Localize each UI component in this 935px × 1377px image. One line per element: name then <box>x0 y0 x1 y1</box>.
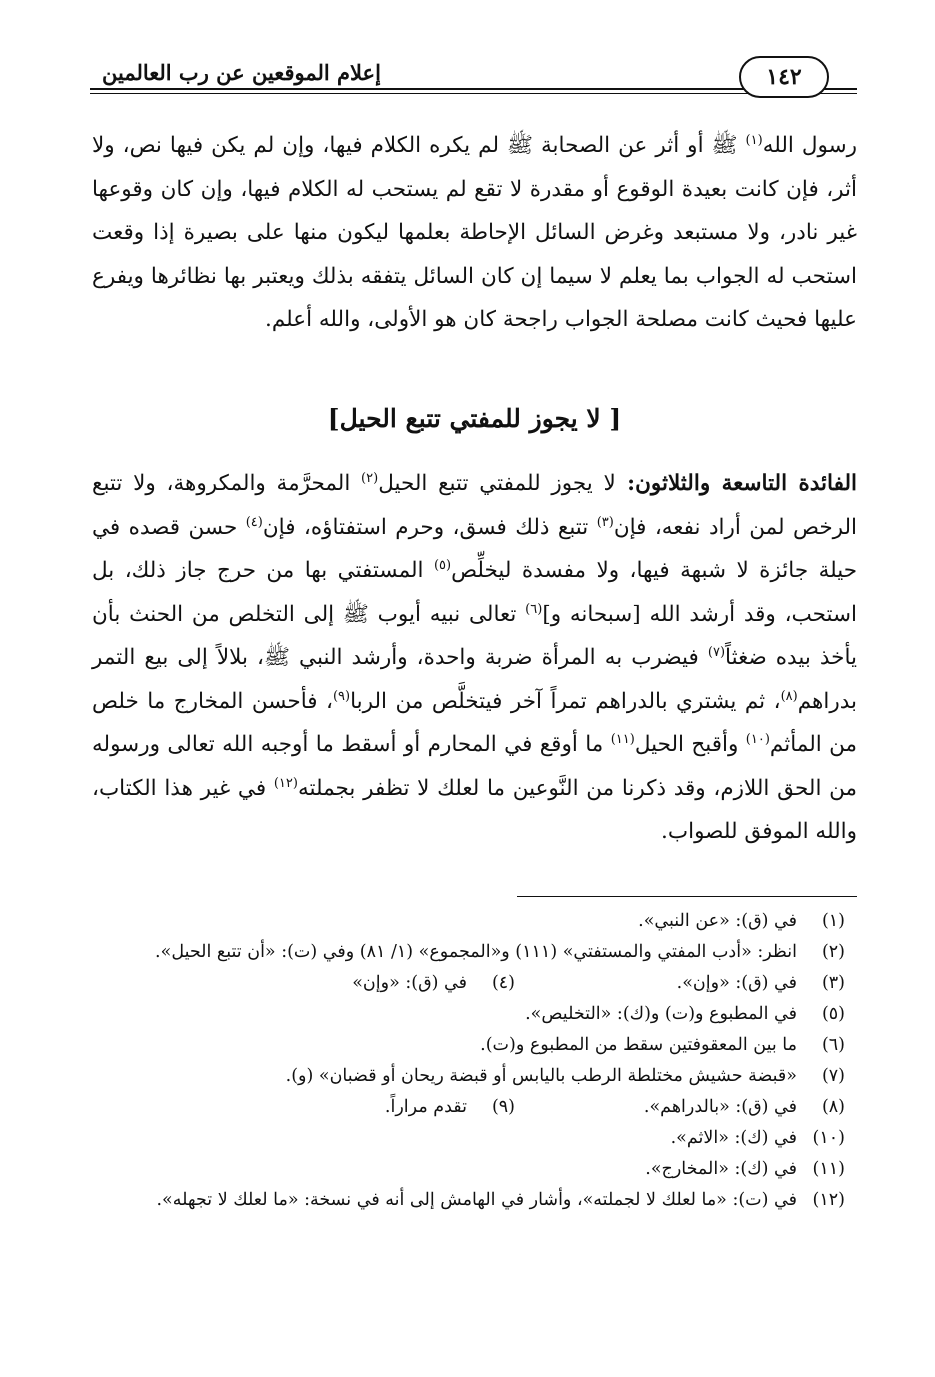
footnote-ref: (٤) <box>245 514 263 530</box>
footnote-text: في (ق): «وإن». <box>676 973 797 993</box>
footnote-ref: (٣) <box>596 514 614 530</box>
footnote-number: (٥) <box>821 1004 845 1024</box>
lead-phrase: الفائدة التاسعة والثلاثون: <box>615 471 857 496</box>
text-run: ، فأحسن المخارج ما خلص من المأثم <box>92 688 858 757</box>
text-run: ما أوقع في المحارم أو أسقط ما أوجبه الله تعالى ورسوله من الحق اللازم، وقد ذكرنا من النَّوعين ما لعلك لا تظفر بجملته <box>92 732 857 801</box>
main-paragraph <box>92 462 857 854</box>
paragraph-1 <box>92 124 857 342</box>
footnote-ref: (٨) <box>780 688 798 704</box>
text-run: ﷺ أو أثر عن الصحابة ﷺ لم يكره الكلام فيها، وإن لم يكن فيها نص، ولا أثر، فإن كانت بعيدة الوقوع أو مقدرة لا تقع لم يستحب له الكلام فيها، وإن كان وقوعها غير نادر، ولا مستبعد وغرض السائل الإحاطة بعلمها ليكون منها على بصيرة إذا وقعت استحب له الجواب بما يعلم لا سيما إن كان السائل يتفقه بذلك ويعتبر بها نظائرها ويفرع عليها فحيث كانت مصلحة الجواب راجحة كان هو الأولى، والله أعلم. <box>92 133 857 332</box>
footnote-text: انظر: «أدب المفتي والمستفتي» (١١١) و«المجموع» (١/ ٨١) وفي (ت): «أن تتبع الحيل». <box>155 942 797 962</box>
text-run: فيضرب به المرأة ضربة واحدة، وأرشد النبي ﷺ، بلالاً إلى بيع التمر بدراهم <box>92 645 857 714</box>
footnote-text: تقدم مراراً. <box>384 1097 467 1117</box>
text-run: ، ثم يشتري بالدراهم تمراً آخر فيتخلَّص من الربا <box>350 688 781 714</box>
book-title: إعلام الموقعين عن رب العالمين <box>98 60 385 85</box>
footnote-text: في (ك): «الاثم». <box>670 1128 797 1148</box>
paragraph-2 <box>92 462 857 854</box>
footnote-number: (٨) <box>821 1097 845 1117</box>
footnote-12 <box>92 1185 845 1216</box>
footnote-ref: (٥) <box>433 557 452 573</box>
running-header <box>90 52 857 100</box>
text-run: وأقبح الحيل <box>634 732 746 757</box>
footnote-number: (٦) <box>821 1035 845 1055</box>
page-number: ١٤٢ <box>739 56 829 98</box>
footnote-text: في المطبوع و(ت) و(ك): «التخليص». <box>525 1004 797 1024</box>
footnote-number: (١١) <box>812 1159 845 1179</box>
footnote-text: في (ق): «وإن» <box>352 973 467 993</box>
footnote-7 <box>92 1061 845 1092</box>
footnote-text: في (ك): «المخارج». <box>645 1159 797 1179</box>
footnote-2 <box>92 937 845 968</box>
text-run: تعالى نبيه أيوب ﷺ إلى التخلص من الحنث بأن يأخذ بيده ضغثاً <box>92 601 858 670</box>
footnote-ref: (٢) <box>361 470 379 486</box>
footnote-text: ما بين المعقوفتين سقط من المطبوع و(ت). <box>480 1035 797 1055</box>
footnote-number: (٩) <box>491 1097 515 1117</box>
footnote-3-4 <box>92 968 845 999</box>
paragraph-continued <box>92 124 857 342</box>
text-run: تتبع ذلك فسق، وحرم استفتاؤه، فإن <box>262 514 597 540</box>
text-run: المحرَّمة والمكروهة، ولا تتبع الرخص لمن أراد نفعه، فإن <box>92 471 858 540</box>
footnote-5 <box>92 999 845 1030</box>
footnotes <box>92 906 845 1216</box>
footnote-ref: (١) <box>745 132 763 148</box>
footnote-11 <box>92 1154 845 1185</box>
footnote-text: في (ق): «عن النبي». <box>638 911 797 931</box>
footnote-4 <box>185 968 515 999</box>
footnote-text: «قبضة حشيش مختلطة الرطب باليابس أو قبضة ريحان أو قضبان» (و). <box>285 1066 797 1086</box>
text-run: رسول الله <box>762 133 857 158</box>
section-heading: [ لا يجوز للمفتي تتبع الحيل] <box>327 404 622 433</box>
footnote-number: (١٠) <box>812 1128 845 1148</box>
footnote-3 <box>515 968 845 999</box>
footnote-ref: (٩) <box>332 688 351 704</box>
footnote-number: (٤) <box>491 973 515 993</box>
footnote-number: (٧) <box>821 1066 845 1086</box>
footnote-ref: (٦) <box>525 601 543 617</box>
footnote-ref: (١٠) <box>745 731 770 747</box>
footnote-number: (٣) <box>821 973 845 993</box>
footnote-number: (١٢) <box>812 1190 845 1210</box>
footnote-ref: (١٢) <box>273 775 298 791</box>
footnote-6 <box>92 1030 845 1061</box>
footnote-1 <box>92 906 845 937</box>
footnote-text: في (ت): «ما لعلك لا لجملته»، وأشار في الهامش إلى أنه في نسخة: «ما لعلك لا تجهله». <box>156 1190 797 1210</box>
footnote-8 <box>515 1092 845 1123</box>
footnote-9 <box>185 1092 515 1123</box>
text-run: في غير هذا الكتاب، والله الموفق للصواب. <box>92 775 857 844</box>
footnote-separator <box>517 896 857 897</box>
text-run: حسن قصده في حيلة جائزة لا شبهة فيها، ولا مفسدة ليخلِّص <box>92 514 857 583</box>
text-run: لا يجوز للمفتي تتبع الحيل <box>378 471 616 496</box>
text-run: المستفتي بها من حرج جاز ذلك، بل استحب، وقد أرشد الله [سبحانه و] <box>92 558 857 627</box>
footnote-10 <box>92 1123 845 1154</box>
footnote-number: (٢) <box>821 942 845 962</box>
footnote-number: (١) <box>821 911 845 931</box>
footnote-text: في (ق): «بالدراهم». <box>643 1097 797 1117</box>
footnote-ref: (١١) <box>610 731 635 747</box>
footnote-ref: (٧) <box>707 644 726 660</box>
footnote-8-9 <box>92 1092 845 1123</box>
